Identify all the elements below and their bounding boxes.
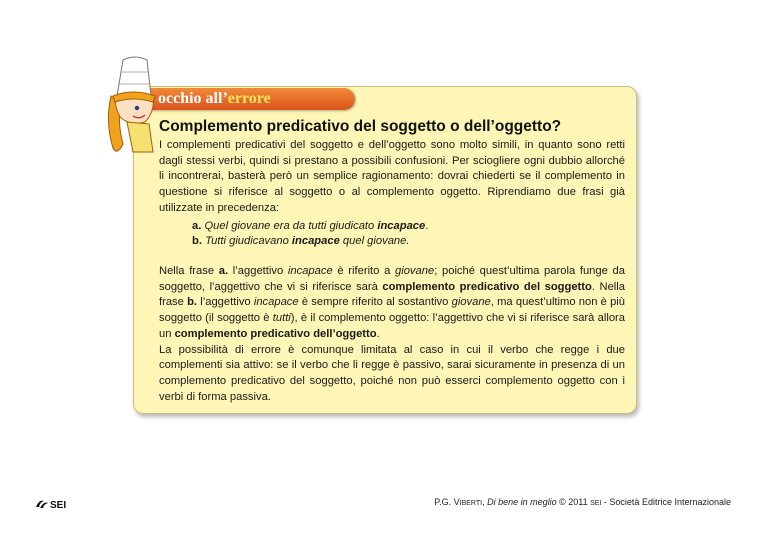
example-b: b. Tutti giudicavano incapace quel giovane.: [192, 235, 410, 247]
page-footer: P.G. VIBERTI, Di bene in meglio © 2011 SEI - Società Editrice Internazionale: [434, 497, 731, 507]
intro-paragraph: I complementi predicativi del soggetto e dell’oggetto sono molto simili, in quanto sono retti dagli stessi verbi, quindi si prestano a possibili confusioni. Per sciogliere ogni dubbio allorché li incontrerai, basterà però un semplice ragionamento: dovrai chiederti se il complemento in questione si riferisce al soggetto o al complemento oggetto. Riprendiamo due frasi già utilizzate in precedenza:: [159, 139, 625, 214]
svg-text:SEI: SEI: [50, 500, 67, 510]
example-a: a. Quel giovane era da tutti giudicato incapace.: [192, 220, 429, 232]
sei-logo-icon: [35, 498, 71, 510]
banner-title: occhio all’errore: [158, 90, 271, 107]
box-title: Complemento predicativo del soggetto o dell’oggetto?: [159, 118, 562, 135]
explanation-paragraph: Nella frase a. l’aggettivo incapace è riferito a giovane; poiché quest’ultima parola funge da soggetto, l’aggettivo che vi si riferisce sarà complemento predicativo del soggetto. Nella frase b. l’aggettivo incapace è sempre riferito al sostantivo giovane, ma quest’ultimo non è più soggetto (il soggetto è tutti), è il complemento oggetto: l’aggettivo che vi si riferisce sarà allora un complemento predicativo dell’oggetto. La possibilità di errore è comunque limitata al caso in cui il verbo che regge i due complementi sia attivo: se il verbo che li regge è passivo, sarai sicuramente in presenza di un complemento predicativo del soggetto, poiché non può esserci complemento oggetto con i verbi di forma passiva.: [159, 265, 626, 403]
cartoon-girl-mascot-icon: [103, 52, 163, 162]
example-list: [192, 219, 428, 249]
